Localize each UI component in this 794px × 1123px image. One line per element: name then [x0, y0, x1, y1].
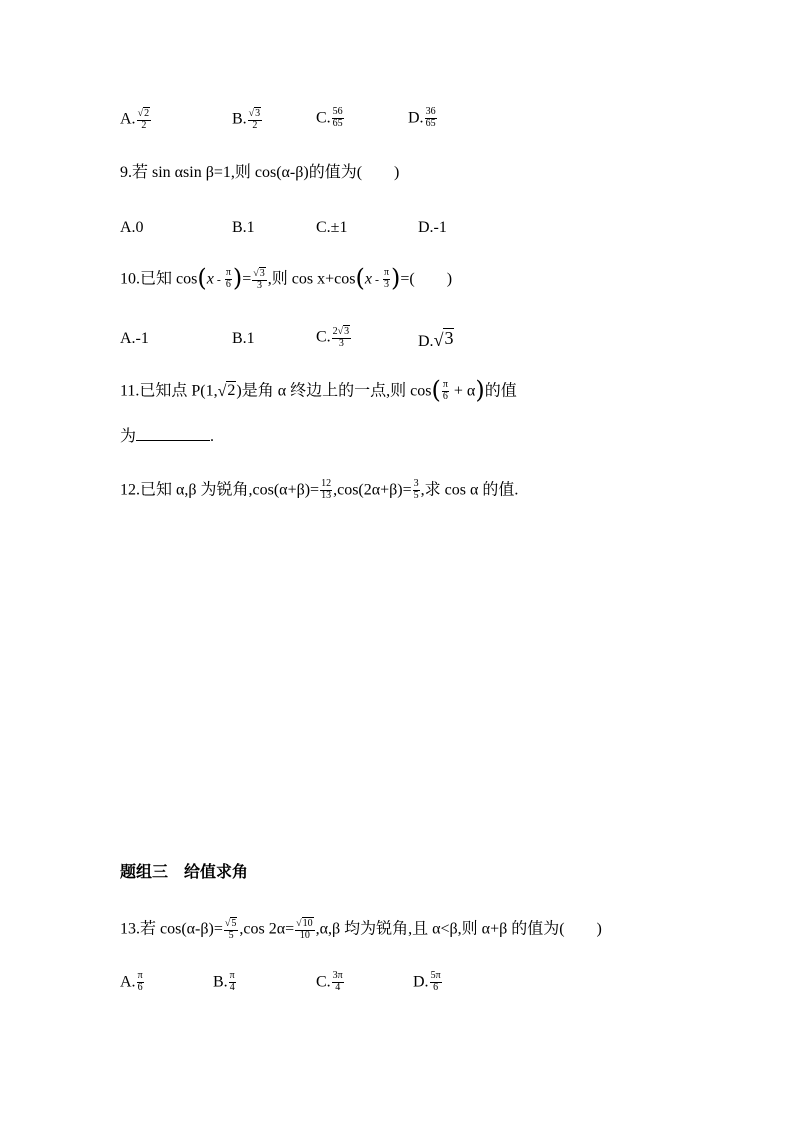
q9-option-b: B.1: [232, 219, 255, 236]
fraction: $\frac{\pi}{6}$: [225, 267, 231, 290]
question-12: 12.已知 α,β 为锐角,cos(α+β)= $\frac{12}{13}$ ,cos(2α+β)= $\frac{3}{5}$ ,求 cos α 的值.: [120, 478, 519, 501]
question-13: 13.若 cos(α-β)= √ 5 5 ,cos 2α= √ 10 10 ,α,β 均为锐角,且 α<β,则 α+β 的值为( ): [120, 918, 602, 941]
q13-option-d: D. $\frac{5\pi}{6}$: [413, 970, 441, 993]
answer-blank[interactable]: [136, 426, 210, 441]
q13-option-b: B. $\frac{\pi}{4}$: [213, 970, 235, 993]
fraction: $\frac{5\pi}{6}$: [430, 970, 441, 993]
fraction: $\frac{3\pi}{4}$: [332, 970, 343, 993]
fraction: $\frac{\pi}{6}$: [442, 379, 448, 402]
q8-option-d: D. $\frac{36}{65}$: [408, 106, 436, 129]
q8-option-c: C. $\frac{56}{65}$: [316, 106, 343, 129]
q10-option-d: D. √ 3: [418, 328, 454, 350]
q9-option-a: A.0: [120, 219, 144, 236]
question-9: 9.若 sin αsin β=1,则 cos(α-β)的值为( ): [120, 164, 400, 181]
q9-option-c: C.±1: [316, 219, 348, 236]
fraction: √ 2 2: [137, 108, 150, 131]
question-10: 10.已知 cos(x - $\frac{\pi}{6}$ )= √ 3 3 ,则 cos x+cos(x - $\frac{\pi}{3}$ )=( ): [120, 264, 453, 292]
fraction: $\frac{36}{65}$: [425, 106, 436, 129]
fraction: $\frac{56}{65}$: [332, 106, 343, 129]
fraction: $\frac{\pi}{6}$: [137, 970, 143, 993]
q10-option-c: C. 2 √ 3 3: [316, 326, 350, 349]
fraction: $\frac{\pi}{4}$: [229, 970, 235, 993]
fraction: $\frac{3}{5}$: [413, 478, 419, 501]
fraction: 2 √ 3 3: [332, 326, 350, 349]
fraction: $\frac{\pi}{3}$: [383, 267, 390, 290]
fraction: $\frac{12}{13}$: [321, 478, 332, 501]
question-11-answer-line: 为 .: [120, 428, 215, 445]
fraction: √ 5 5: [224, 918, 237, 941]
q13-option-c: C. $\frac{3\pi}{4}$: [316, 970, 343, 993]
q10-option-a: A.-1: [120, 330, 149, 347]
fraction: √ 3 3: [253, 268, 265, 291]
q9-option-d: D.-1: [418, 219, 447, 236]
q8-option-b: B. √ 3 2: [232, 108, 261, 131]
q13-option-a: A. $\frac{\pi}{6}$: [120, 970, 143, 993]
fraction: √ 3 2: [248, 108, 261, 131]
section-heading: 题组三 给值求角: [120, 862, 249, 881]
q10-option-b: B.1: [232, 330, 255, 347]
question-11: 11.已知点 P(1, √ 2 )是角 α 终边上的一点,则 cos( $\frac{\pi}{6}$ + α)的值: [120, 376, 517, 404]
fraction: √ 10 10: [296, 918, 313, 941]
q8-option-a: A. √ 2 2: [120, 108, 150, 131]
